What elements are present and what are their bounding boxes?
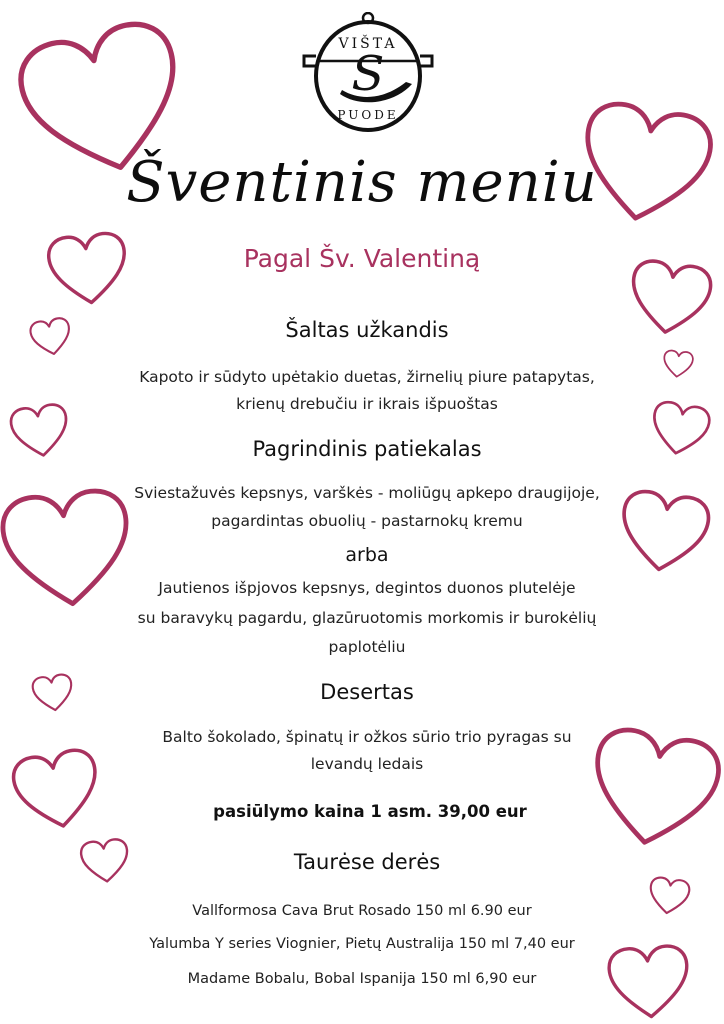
menu-item-line: paplotėliu (328, 638, 406, 656)
section-heading-cold-starter: Šaltas užkandis (285, 318, 449, 342)
wine-item: Vallformosa Cava Brut Rosado 150 ml 6.90 eur (192, 903, 532, 919)
logo-top-word: VIŠTA (338, 36, 398, 52)
wine-item: Yalumba Y series Viognier, Pietų Australija 150 ml 7,40 eur (149, 936, 575, 952)
or-separator: arba (345, 544, 389, 566)
price-line: pasiūlymo kaina 1 asm. 39,00 eur (213, 802, 527, 821)
wine-item: Madame Bobalu, Bobal Ispanija 150 ml 6,90 eur (187, 971, 537, 987)
menu-item-line: krienų drebučiu ir ikrais išpuoštas (236, 395, 498, 413)
menu-item-line: pagardintas obuolių - pastarnokų kremu (211, 512, 523, 530)
logo-letter: S (351, 46, 385, 102)
logo-bottom-word: PUODE (337, 108, 399, 122)
page-subtitle: Pagal Šv. Valentiną (243, 244, 481, 273)
menu-item-line: Sviestažuvės kepsnys, varškės - moliūgų apkepo draugijoje, (134, 484, 600, 502)
section-heading-dessert: Desertas (320, 680, 414, 704)
logo (302, 12, 434, 134)
menu-item-line: levandų ledais (310, 755, 424, 773)
menu-item-line: Balto šokolado, špinatų ir ožkos sūrio trio pyragas su (162, 728, 572, 746)
menu-item-line: Kapoto ir sūdyto upėtakio duetas, žirnelių piure patapytas, (139, 368, 595, 386)
section-heading-wines: Taurėse derės (293, 850, 441, 874)
section-heading-main-course: Pagrindinis patiekalas (252, 437, 482, 461)
menu-item-line: su baravykų pagardu, glazūruotomis morkomis ir burokėlių (137, 609, 597, 627)
page-title: Šventinis meniu (126, 150, 598, 215)
menu-item-line: Jautienos išpjovos kepsnys, degintos duonos plutelėje (158, 579, 576, 597)
